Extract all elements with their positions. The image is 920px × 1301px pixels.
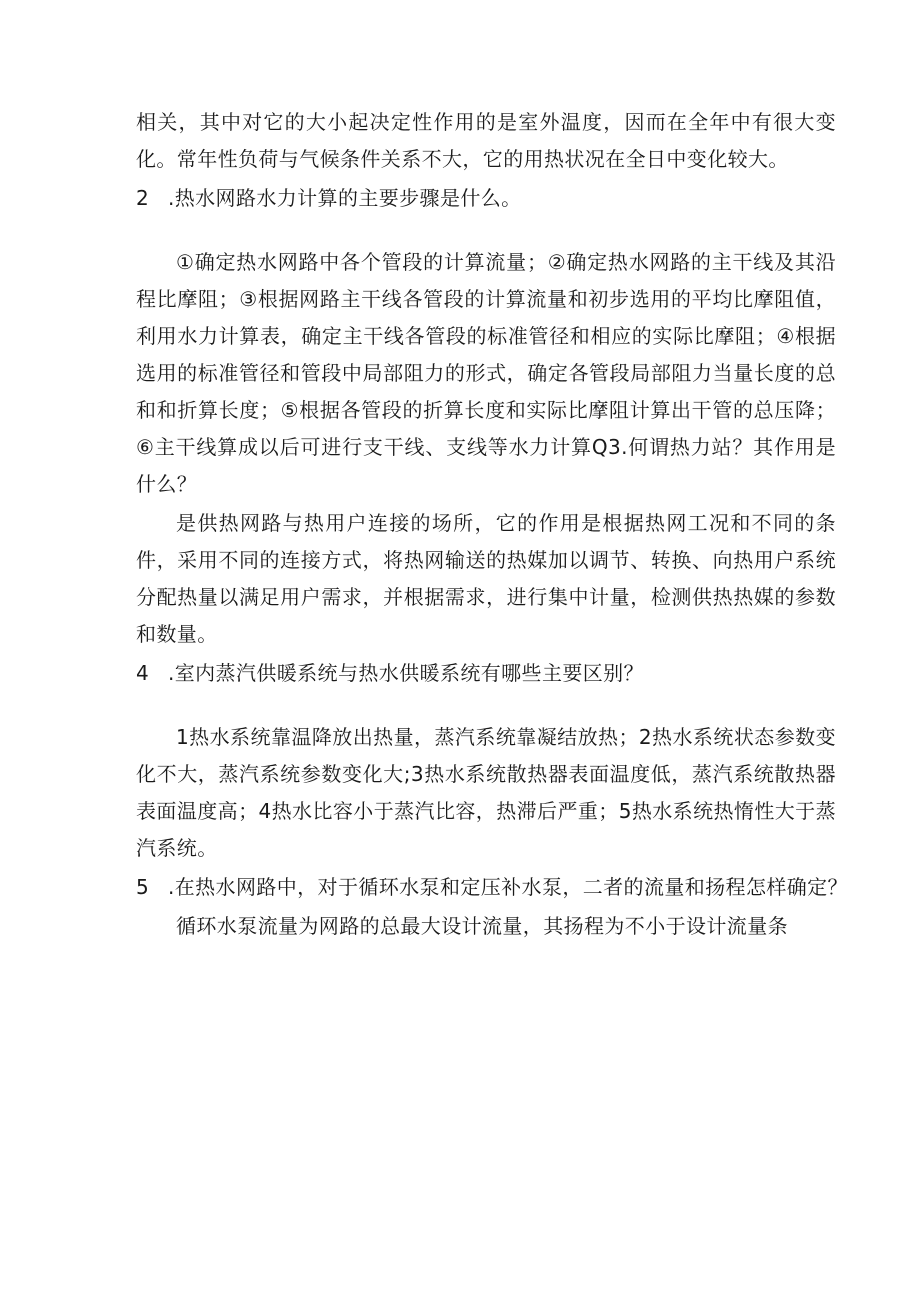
question-5-text: .在热水网路中，对于循环水泵和定压补水泵，二者的流量和扬程怎样确定？ bbox=[168, 875, 848, 899]
paragraph-continuation: 相关，其中对它的大小起决定性作用的是室外温度，因而在全年中有很大变化。常年性负荷与气候条件关系不大，它的用热状况在全日中变化较大。 bbox=[136, 110, 836, 171]
answer-4: 1热水系统靠温降放出热量，蒸汽系统靠凝结放热；2热水系统状态参数变化不大，蒸汽系统参数变化大;3热水系统散热器表面温度低，蒸汽系统散热器表面温度高；4热水比容小于蒸汽比容，热滞后严重；5热水系统热惰性大于蒸汽系统。 bbox=[136, 725, 836, 860]
question-5-number: 5 bbox=[136, 875, 150, 899]
question-2-text: .热水网路水力计算的主要步骤是什么。 bbox=[168, 186, 522, 210]
question-2-number: 2 bbox=[136, 186, 150, 210]
question-5 bbox=[136, 869, 848, 906]
answer-2: ①确定热水网路中各个管段的计算流量；②确定热水网路的主干线及其沿程比摩阻；③根据网路主干线各管段的计算流量和初步选用的平均比摩阻值，利用水力计算表，确定主干线各管段的标准管径和相应的实际比摩阻；④根据选用的标准管径和管段中局部阻力的形式，确定各管段局部阻力当量长度的总和和折算长度；⑤根据各管段的折算长度和实际比摩阻计算出干管的总压降；⑥主干线算成以后可进行支干线、支线等水力计算Q3.何谓热力站？其作用是什么？ bbox=[136, 250, 836, 496]
answer-3: 是供热网路与热用户连接的场所，它的作用是根据热网工况和不同的条件，采用不同的连接方式，将热网输送的热媒加以调节、转换、向热用户系统分配热量以满足用户需求，并根据需求，进行集中计量，检测供热热媒的参数和数量。 bbox=[136, 511, 836, 646]
answer-5: 循环水泵流量为网路的总最大设计流量，其扬程为不小于设计流量条 bbox=[176, 914, 788, 938]
question-4-text: .室内蒸汽供暖系统与热水供暖系统有哪些主要区别？ bbox=[168, 661, 644, 685]
question-4 bbox=[136, 655, 836, 692]
document-body bbox=[136, 104, 848, 945]
question-4-number: 4 bbox=[136, 661, 150, 685]
question-2 bbox=[136, 180, 836, 217]
